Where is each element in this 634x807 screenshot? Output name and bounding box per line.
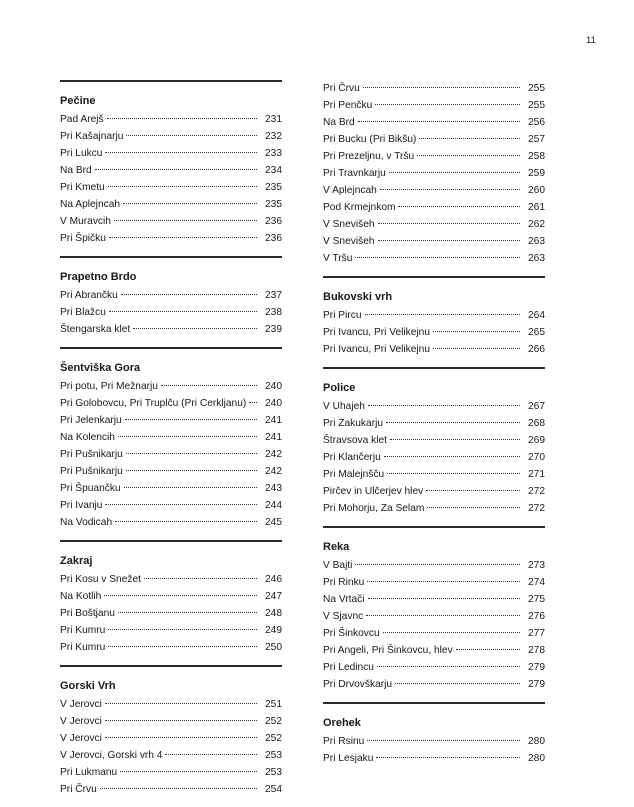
- dot-leader: [375, 104, 520, 105]
- toc-entry: [60, 480, 282, 497]
- toc-entry: [323, 500, 545, 517]
- entry-page-number: 242: [265, 449, 282, 460]
- section-divider: [60, 665, 282, 667]
- toc-entry: [323, 591, 545, 608]
- dot-leader: [358, 121, 520, 122]
- entry-page-number: 253: [265, 767, 282, 778]
- dot-leader: [390, 439, 520, 440]
- toc-entry: [60, 463, 282, 480]
- entry-title: Pri Angeli, Pri Šinkovcu, hlev: [323, 645, 453, 656]
- entry-page-number: 241: [265, 415, 282, 426]
- toc-entry: [323, 199, 545, 216]
- toc-entry: [60, 321, 282, 338]
- entry-title: Pri Lukcu: [60, 148, 103, 159]
- toc-entry: [60, 605, 282, 622]
- entry-page-number: 259: [528, 168, 545, 179]
- section-divider: [323, 276, 545, 278]
- entry-title: Pri Ledincu: [323, 662, 374, 673]
- toc-entry: [323, 250, 545, 267]
- entry-title: Pri Kumru: [60, 642, 106, 653]
- toc-entry: [60, 696, 282, 713]
- entry-page-number: 248: [265, 608, 282, 619]
- entry-page-number: 266: [528, 344, 545, 355]
- entry-title: Pri Jelenkarju: [60, 415, 122, 426]
- toc-entry: [60, 304, 282, 321]
- dot-leader: [380, 189, 520, 190]
- entry-page-number: 235: [265, 199, 282, 210]
- dot-leader: [124, 487, 257, 488]
- section-heading: Šentviška Gora: [60, 362, 141, 374]
- entry-title: Na Brd: [60, 165, 92, 176]
- entry-title: Pri Ivanju: [60, 500, 103, 511]
- dot-leader: [378, 223, 520, 224]
- dot-leader: [383, 632, 520, 633]
- toc-entry: [60, 446, 282, 463]
- dot-leader: [105, 504, 257, 505]
- entry-page-number: 245: [265, 517, 282, 528]
- toc-entry: [60, 781, 282, 798]
- entry-title: Pri Kumru: [60, 625, 106, 636]
- toc-entry: [323, 216, 545, 233]
- entry-page-number: 234: [265, 165, 282, 176]
- toc-entry: [60, 196, 282, 213]
- section-divider: [60, 256, 282, 258]
- dot-leader: [417, 155, 520, 156]
- toc-entry: [60, 764, 282, 781]
- dot-leader: [387, 473, 520, 474]
- entry-title: Pri Mohorju, Za Selam: [323, 503, 425, 514]
- dot-leader: [95, 169, 257, 170]
- toc-section-continued: [323, 80, 545, 267]
- entry-page-number: 243: [265, 483, 282, 494]
- entry-title: Pri Rinku: [323, 577, 365, 588]
- toc-entry: [60, 213, 282, 230]
- entry-page-number: 277: [528, 628, 545, 639]
- entry-title: Pri Črvu: [60, 784, 97, 795]
- entry-title: Pad Arejš: [60, 114, 104, 125]
- section-divider: [60, 540, 282, 542]
- toc-entry: [323, 114, 545, 131]
- toc-entry: [323, 165, 545, 182]
- dot-leader: [384, 456, 520, 457]
- entry-title: Pri Golobovcu, Pri Truplču (Pri Cerkljanu): [60, 398, 247, 409]
- entry-page-number: 254: [265, 784, 282, 795]
- dot-leader: [109, 311, 257, 312]
- entry-page-number: 237: [265, 290, 282, 301]
- dot-leader: [108, 646, 257, 647]
- toc-section-reka: [323, 526, 545, 693]
- entry-title: Pri Ivancu, Pri Velikejnu: [323, 344, 431, 355]
- entry-title: Pri Boštjanu: [60, 608, 115, 619]
- entry-page-number: 252: [265, 716, 282, 727]
- entry-title: Štravsova klet: [323, 435, 387, 446]
- entry-title: V Jerovci, Gorski vrh 4: [60, 750, 163, 761]
- dot-leader: [104, 595, 257, 596]
- section-divider: [323, 702, 545, 704]
- toc-entry: [323, 233, 545, 250]
- dot-leader: [107, 118, 257, 119]
- section-heading: Prapetno Brdo: [60, 271, 137, 283]
- dot-leader: [433, 348, 520, 349]
- dot-leader: [165, 754, 257, 755]
- toc-entry: [323, 398, 545, 415]
- entry-page-number: 264: [528, 310, 545, 321]
- dot-leader: [363, 87, 520, 88]
- toc-entry: [60, 639, 282, 656]
- section-heading: Zakraj: [60, 555, 93, 567]
- toc-entry: [60, 378, 282, 395]
- entry-title: Pri Črvu: [323, 83, 360, 94]
- entry-page-number: 236: [265, 216, 282, 227]
- section-heading: Orehek: [323, 717, 361, 729]
- entry-page-number: 276: [528, 611, 545, 622]
- entry-page-number: 270: [528, 452, 545, 463]
- entry-page-number: 247: [265, 591, 282, 602]
- entry-page-number: 250: [265, 642, 282, 653]
- dot-leader: [398, 206, 520, 207]
- dot-leader: [109, 237, 257, 238]
- entry-page-number: 260: [528, 185, 545, 196]
- dot-leader: [433, 331, 520, 332]
- entry-title: Pri Lukmanu: [60, 767, 118, 778]
- entry-title: V Snevišeh: [323, 219, 375, 230]
- section-divider: [60, 347, 282, 349]
- toc-entry: [323, 750, 545, 767]
- dot-leader: [120, 771, 257, 772]
- entry-title: Pri Kašajnarju: [60, 131, 124, 142]
- dot-leader: [386, 422, 520, 423]
- section-heading: Bukovski vrh: [323, 291, 393, 303]
- entry-page-number: 251: [265, 699, 282, 710]
- toc-entry: [60, 588, 282, 605]
- toc-entry: [323, 182, 545, 199]
- toc-entry: [60, 162, 282, 179]
- dot-leader: [161, 385, 257, 386]
- entry-page-number: 235: [265, 182, 282, 193]
- toc-section-zakraj: [60, 540, 282, 656]
- dot-leader: [249, 402, 257, 403]
- toc-entry: [323, 733, 545, 750]
- section-heading: Police: [323, 382, 356, 394]
- entry-title: V Bajti: [323, 560, 353, 571]
- entry-title: V Jerovci: [60, 716, 102, 727]
- dot-leader: [105, 720, 257, 721]
- entry-page-number: 242: [265, 466, 282, 477]
- entry-title: Pri Rsinu: [323, 736, 365, 747]
- toc-entry: [323, 642, 545, 659]
- section-heading: Pečine: [60, 95, 96, 107]
- entry-title: Pri Malejnšču: [323, 469, 385, 480]
- entry-title: Pri Kosu v Snežet: [60, 574, 141, 585]
- entry-title: Pri Drvovškarju: [323, 679, 393, 690]
- entry-title: V Muravcih: [60, 216, 111, 227]
- dot-leader: [105, 703, 257, 704]
- entry-page-number: 253: [265, 750, 282, 761]
- entry-title: Pri Blažcu: [60, 307, 106, 318]
- entry-title: Pri Lesjaku: [323, 753, 374, 764]
- entry-title: V Snevišeh: [323, 236, 375, 247]
- entry-page-number: 255: [528, 100, 545, 111]
- entry-page-number: 272: [528, 486, 545, 497]
- entry-title: Pri Bucku (Pri Bikšu): [323, 134, 417, 145]
- entry-title: Na Vrtači: [323, 594, 365, 605]
- entry-page-number: 240: [265, 381, 282, 392]
- entry-page-number: 274: [528, 577, 545, 588]
- entry-page-number: 231: [265, 114, 282, 125]
- dot-leader: [355, 564, 520, 565]
- entry-page-number: 258: [528, 151, 545, 162]
- dot-leader: [115, 521, 257, 522]
- toc-section-prapetno-brdo: [60, 256, 282, 338]
- entry-page-number: 240: [265, 398, 282, 409]
- entry-page-number: 271: [528, 469, 545, 480]
- section-heading: Gorski Vrh: [60, 680, 116, 692]
- dot-leader: [144, 578, 257, 579]
- dot-leader: [389, 172, 520, 173]
- entry-page-number: 279: [528, 679, 545, 690]
- section-divider: [323, 367, 545, 369]
- dot-leader: [376, 757, 520, 758]
- entry-title: Na Kotlih: [60, 591, 102, 602]
- entry-page-number: 262: [528, 219, 545, 230]
- toc-entry: [323, 466, 545, 483]
- toc-entry: [60, 571, 282, 588]
- entry-page-number: 280: [528, 753, 545, 764]
- toc-entry: [323, 131, 545, 148]
- entry-page-number: 246: [265, 574, 282, 585]
- entry-title: V Uhajeh: [323, 401, 365, 412]
- toc-section-sentviska-gora: [60, 347, 282, 531]
- entry-page-number: 256: [528, 117, 545, 128]
- toc-entry: [323, 97, 545, 114]
- toc-left-column: [60, 80, 282, 807]
- entry-page-number: 265: [528, 327, 545, 338]
- entry-title: Pri Ivancu, Pri Velikejnu: [323, 327, 431, 338]
- entry-title: V Aplejncah: [323, 185, 377, 196]
- toc-entry: [323, 659, 545, 676]
- toc-entry: [60, 287, 282, 304]
- entry-title: Pri Špuančku: [60, 483, 121, 494]
- dot-leader: [426, 490, 520, 491]
- dot-leader: [105, 737, 257, 738]
- dot-leader: [133, 328, 257, 329]
- toc-entry: [60, 395, 282, 412]
- entry-title: V Jerovci: [60, 699, 102, 710]
- entry-title: Pri Pircu: [323, 310, 362, 321]
- toc-entry: [323, 676, 545, 693]
- entry-page-number: 257: [528, 134, 545, 145]
- entry-page-number: 263: [528, 253, 545, 264]
- toc-entry: [323, 625, 545, 642]
- toc-entry: [60, 111, 282, 128]
- entry-title: Štengarska klet: [60, 324, 131, 335]
- toc-entry: [323, 449, 545, 466]
- dot-leader: [108, 186, 257, 187]
- entry-title: Pri Šinkovcu: [323, 628, 380, 639]
- dot-leader: [378, 240, 520, 241]
- toc-entry: [323, 307, 545, 324]
- dot-leader: [114, 220, 257, 221]
- entry-title: V Sjavnc: [323, 611, 364, 622]
- dot-leader: [126, 135, 257, 136]
- dot-leader: [365, 314, 521, 315]
- toc-section-police: [323, 367, 545, 517]
- entry-title: Pri Zakukarju: [323, 418, 384, 429]
- toc-entry: [323, 80, 545, 97]
- entry-title: Na Kolencih: [60, 432, 115, 443]
- section-divider: [60, 80, 282, 82]
- toc-entry: [60, 179, 282, 196]
- toc-entry: [323, 608, 545, 625]
- toc-right-column: [323, 80, 545, 776]
- dot-leader: [108, 629, 257, 630]
- section-divider: [323, 526, 545, 528]
- toc-entry: [60, 497, 282, 514]
- dot-leader: [366, 615, 520, 616]
- entry-title: Pri Špičku: [60, 233, 106, 244]
- entry-page-number: 238: [265, 307, 282, 318]
- dot-leader: [367, 740, 520, 741]
- entry-title: Pri Prezeljnu, v Tršu: [323, 151, 415, 162]
- entry-title: Pri Klančerju: [323, 452, 381, 463]
- entry-title: Pri Kmetu: [60, 182, 105, 193]
- toc-entry: [60, 730, 282, 747]
- entry-page-number: 233: [265, 148, 282, 159]
- entry-title: V Jerovci: [60, 733, 102, 744]
- dot-leader: [126, 453, 257, 454]
- toc-entry: [323, 148, 545, 165]
- entry-page-number: 255: [528, 83, 545, 94]
- entry-page-number: 280: [528, 736, 545, 747]
- entry-title: Pri Travnkarju: [323, 168, 386, 179]
- toc-section-pecine: [60, 80, 282, 247]
- toc-section-gorski-vrh: [60, 665, 282, 798]
- dot-leader: [367, 581, 520, 582]
- entry-page-number: 269: [528, 435, 545, 446]
- toc-entry: [323, 324, 545, 341]
- entry-page-number: 244: [265, 500, 282, 511]
- dot-leader: [377, 666, 520, 667]
- entry-page-number: 279: [528, 662, 545, 673]
- entry-title: Pri Penčku: [323, 100, 373, 111]
- dot-leader: [368, 405, 520, 406]
- toc-entry: [323, 557, 545, 574]
- entry-page-number: 273: [528, 560, 545, 571]
- entry-page-number: 261: [528, 202, 545, 213]
- dot-leader: [118, 436, 257, 437]
- toc-section-orehek: [323, 702, 545, 767]
- dot-leader: [368, 598, 520, 599]
- entry-title: Pod Krmejnkom: [323, 202, 396, 213]
- toc-entry: [60, 230, 282, 247]
- dot-leader: [419, 138, 520, 139]
- dot-leader: [395, 683, 520, 684]
- dot-leader: [126, 470, 257, 471]
- entry-page-number: 236: [265, 233, 282, 244]
- entry-page-number: 263: [528, 236, 545, 247]
- toc-entry: [323, 574, 545, 591]
- dot-leader: [105, 152, 257, 153]
- entry-title: Pri potu, Pri Mežnarju: [60, 381, 158, 392]
- toc-entry: [60, 145, 282, 162]
- entry-page-number: 249: [265, 625, 282, 636]
- toc-entry: [323, 341, 545, 358]
- toc-entry: [60, 429, 282, 446]
- entry-page-number: 268: [528, 418, 545, 429]
- entry-page-number: 241: [265, 432, 282, 443]
- dot-leader: [100, 788, 257, 789]
- entry-page-number: 267: [528, 401, 545, 412]
- dot-leader: [118, 612, 257, 613]
- toc-entry: [323, 483, 545, 500]
- entry-title: Pirčev in Ulčerjev hlev: [323, 486, 424, 497]
- entry-title: Na Brd: [323, 117, 355, 128]
- toc-entry: [60, 514, 282, 531]
- entry-title: Na Vodicah: [60, 517, 113, 528]
- dot-leader: [121, 294, 257, 295]
- dot-leader: [456, 649, 520, 650]
- toc-entry: [60, 622, 282, 639]
- dot-leader: [123, 203, 257, 204]
- dot-leader: [427, 507, 520, 508]
- toc-entry: [323, 415, 545, 432]
- toc-section-bukovski-vrh: [323, 276, 545, 358]
- toc-entry: [60, 713, 282, 730]
- entry-title: Pri Pušnikarju: [60, 449, 123, 460]
- toc-entry: [60, 747, 282, 764]
- entry-title: Pri Pušnikarju: [60, 466, 123, 477]
- dot-leader: [355, 257, 520, 258]
- entry-title: Pri Abrančku: [60, 290, 118, 301]
- entry-page-number: 275: [528, 594, 545, 605]
- dot-leader: [125, 419, 257, 420]
- page-number: 11: [586, 35, 596, 46]
- toc-entry: [60, 412, 282, 429]
- entry-title: V Tršu: [323, 253, 353, 264]
- section-heading: Reka: [323, 541, 350, 553]
- entry-page-number: 272: [528, 503, 545, 514]
- entry-title: Na Aplejncah: [60, 199, 121, 210]
- toc-entry: [323, 432, 545, 449]
- entry-page-number: 252: [265, 733, 282, 744]
- toc-entry: [60, 128, 282, 145]
- entry-page-number: 232: [265, 131, 282, 142]
- entry-page-number: 278: [528, 645, 545, 656]
- entry-page-number: 239: [265, 324, 282, 335]
